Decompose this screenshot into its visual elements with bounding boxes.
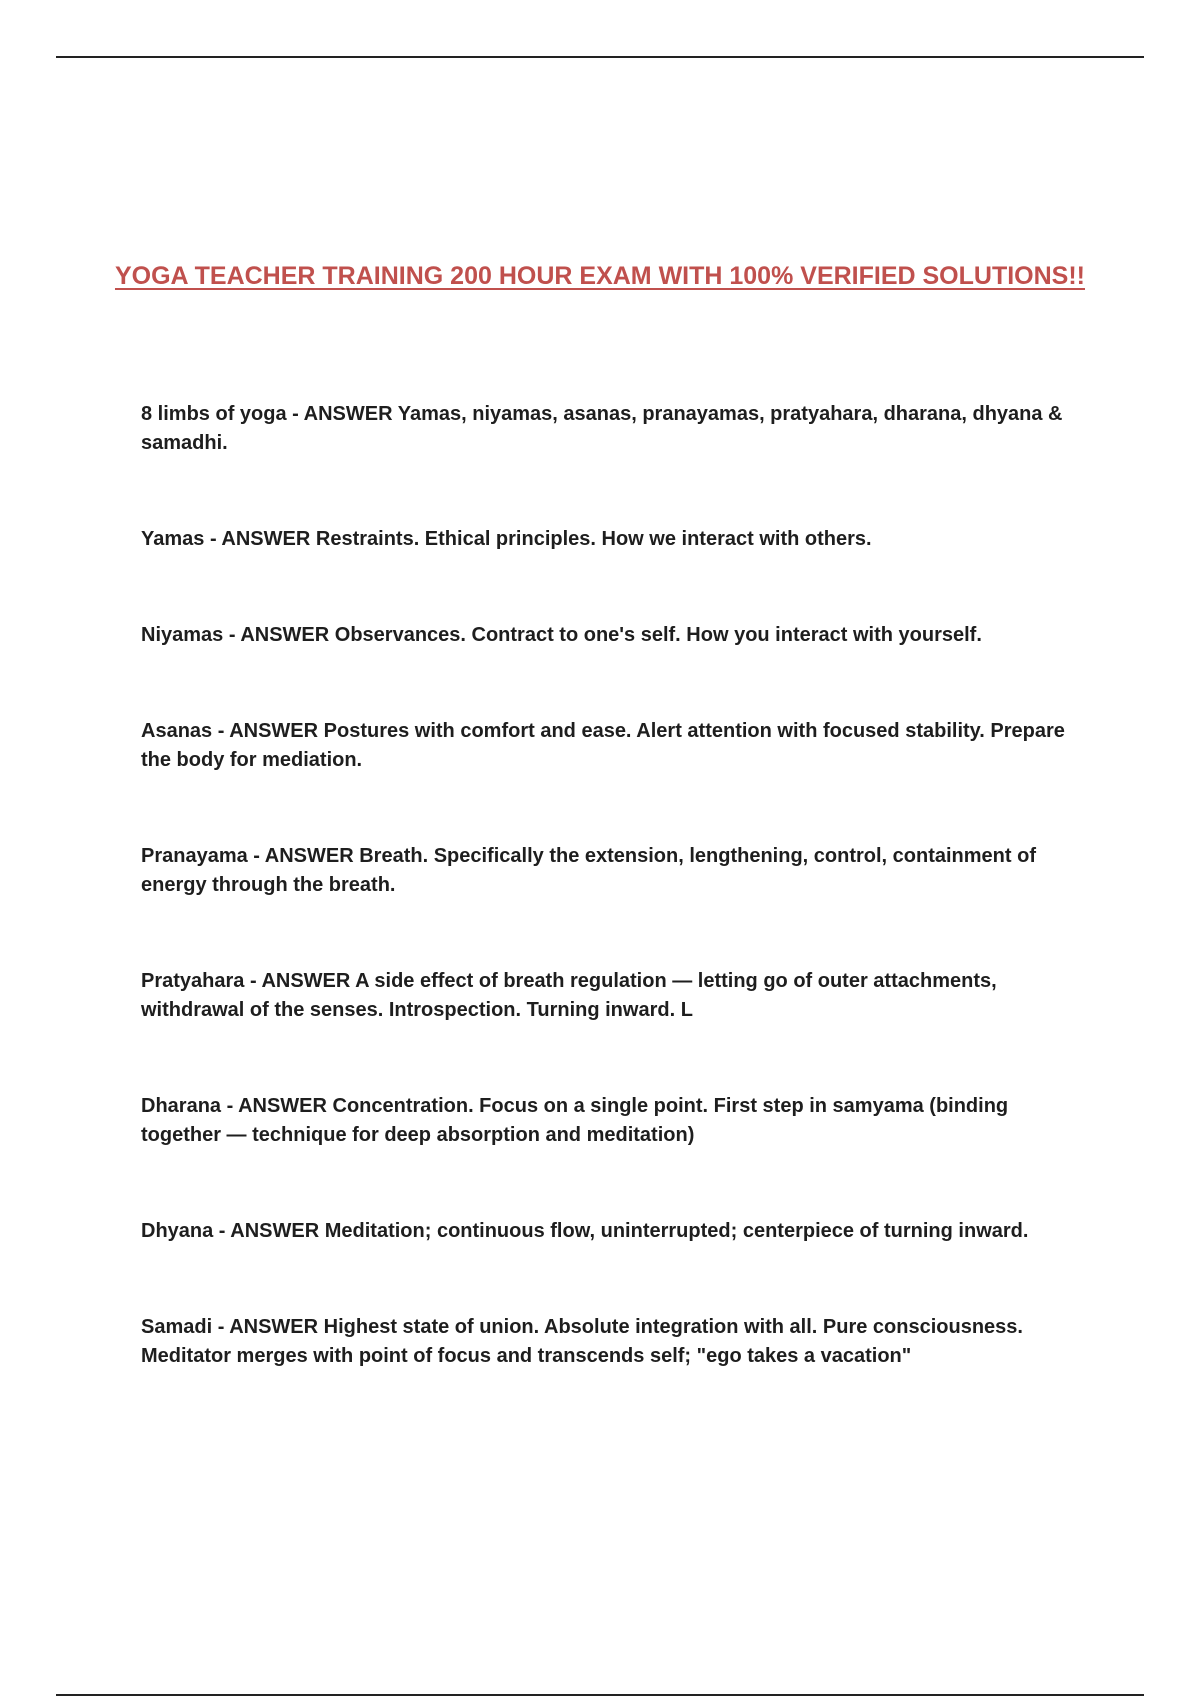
qa-item-1 (141, 525, 1081, 554)
qa-item-4 (141, 842, 1081, 900)
qa-separator: - ANSWER (204, 528, 316, 550)
document-title: YOGA TEACHER TRAINING 200 HOUR EXAM WITH 100% VERIFIED SOLUTIONS!! (114, 262, 1085, 290)
qa-answer: Meditation; continuous flow, uninterrupted; centerpiece of turning inward. (324, 1220, 1029, 1242)
qa-item-7 (141, 1217, 1081, 1246)
qa-term: Yamas (141, 528, 205, 550)
qa-answer: Postures with comfort and ease. Alert attention with focused stability. Prepare the body for mediation. (141, 720, 1065, 771)
qa-item-2 (141, 621, 1081, 650)
qa-term: Pratyahara (141, 970, 245, 992)
qa-answer: Highest state of union. Absolute integration with all. Pure consciousness. Meditator merges with point of focus and transcends self; "ego takes a vacation" (141, 1316, 1023, 1367)
qa-answer: Concentration. Focus on a single point. First step in samyama (binding together — technique for deep absorption and meditation) (141, 1095, 1009, 1146)
qa-separator: - ANSWER (212, 720, 324, 742)
qa-list (141, 400, 1081, 1371)
qa-separator: - ANSWER (221, 1095, 333, 1117)
qa-separator: - ANSWER (212, 1316, 324, 1338)
qa-separator: - ANSWER (247, 845, 360, 867)
qa-item-6 (141, 1092, 1081, 1150)
top-rule (56, 56, 1144, 58)
qa-term: Pranayama (141, 845, 248, 867)
qa-answer: A side effect of breath regulation — letting go of outer attachments, withdrawal of the senses. Introspection. Turning inward. L (141, 970, 997, 1021)
qa-term: Niyamas (141, 624, 224, 646)
qa-term: Dhyana (141, 1220, 214, 1242)
bottom-rule (56, 1694, 1144, 1696)
qa-term: Dharana (141, 1095, 222, 1117)
qa-term: 8 limbs of yoga (141, 403, 287, 425)
qa-answer: Breath. Specifically the extension, lengthening, control, containment of energy through the breath. (141, 845, 1036, 896)
qa-answer: Yamas, niyamas, asanas, pranayamas, pratyahara, dharana, dhyana & samadhi. (141, 403, 1063, 454)
qa-item-8 (141, 1313, 1081, 1371)
qa-item-0 (141, 400, 1081, 458)
qa-separator: - ANSWER (244, 970, 356, 992)
qa-separator: - ANSWER (213, 1220, 325, 1242)
qa-term: Samadi (141, 1316, 213, 1338)
qa-answer: Restraints. Ethical principles. How we interact with others. (315, 528, 872, 550)
qa-term: Asanas (141, 720, 213, 742)
qa-separator: - ANSWER (286, 403, 398, 425)
qa-answer: Observances. Contract to one's self. How you interact with yourself. (334, 624, 982, 646)
qa-item-3 (141, 717, 1081, 775)
qa-item-5 (141, 967, 1081, 1025)
qa-separator: - ANSWER (223, 624, 335, 646)
